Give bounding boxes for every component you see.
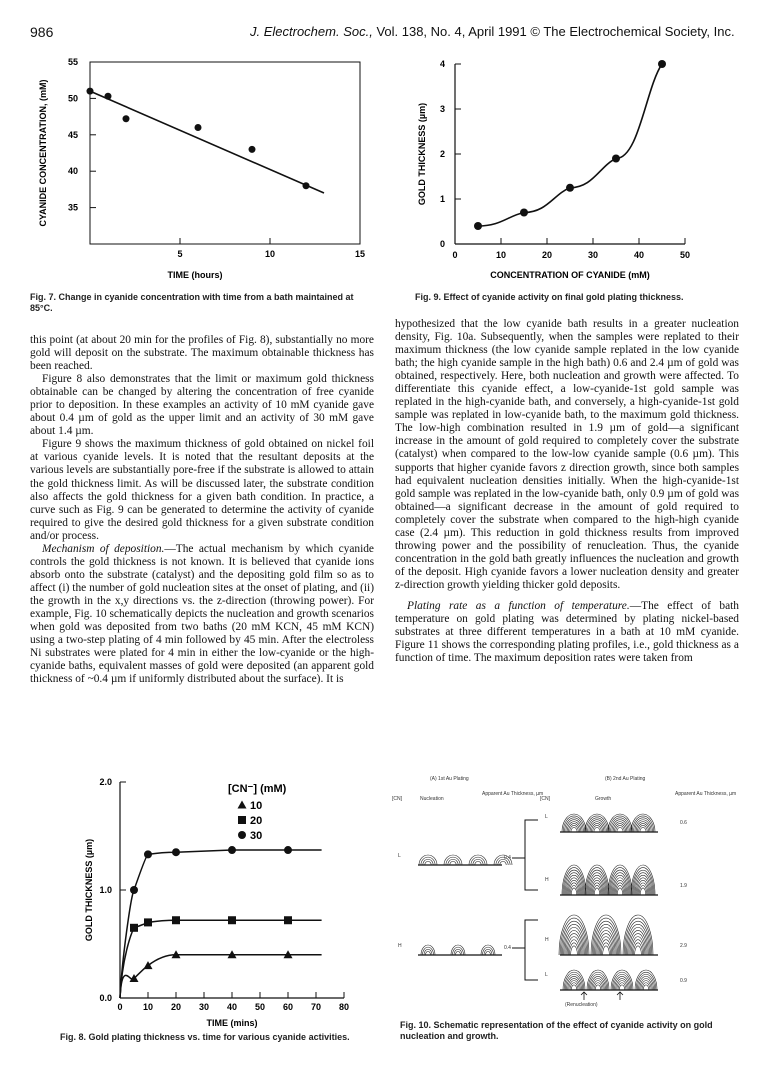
fig9-data-point [658,60,666,68]
fig10-grain [617,981,627,990]
section-text: —The actual mechanism by which cyanide controls the gold thickness is not known. It is believed that cyanide ions absorb onto the substrate (catalyst) and the depositing gold film so as to affect (i) the number of gold nucleation sites at the onset of plating, and (ii) the growth in the x,y directions vs. the z-direction (throwing power). For example, Fig. 10 schematically depicts the nucleation and growth scenarios when gold was deposited from two baths (20 mM KCN, 45 mM KCN) using a two-step plating of 4 min followed by 45 min. After the electroless Ni substrates were plated for 4 min in either the low-cyanide or the high-cyanide baths, equivalent masses of gold were deposited (an apparent gold thickness of ~0.4 µm if uniformly distributed about the surface). It is [30,542,374,686]
fig10-grain [603,946,610,955]
fig7-caption: Fig. 7. Change in cyanide concentration with time from a bath maintained at 85°C. [30,292,354,313]
fig10-grain [594,888,600,895]
fig10-row-cn: L [398,853,401,859]
fig10-grain [571,888,577,895]
fig10-grain [635,946,642,955]
fig9-y-tick-label: 2 [439,149,445,159]
fig8-y-tick-label: 2.0 [99,777,112,787]
fig8-data-point [144,918,152,926]
fig10-grain [617,827,623,832]
fig8-data-point [130,924,138,932]
fig7-x-tick-label: 15 [354,249,366,259]
fig8-data-point [144,961,153,969]
fig10-grain [619,985,625,990]
fig10-row-thickness: 2.9 [680,943,687,949]
fig10-row-thickness: 0.9 [680,978,687,984]
fig8-data-point [284,846,292,854]
fig10-grain [590,822,604,832]
fig8-legend-label: 20 [250,815,263,827]
fig10-grain [568,979,581,990]
fig10-grain [568,940,579,955]
fig8-data-point [284,916,292,924]
fig8-legend-label: 10 [250,800,263,812]
fig10-nucleus [454,949,462,955]
fig10-grain [571,985,577,990]
fig8-x-tick-label: 10 [142,1002,154,1012]
fig9-x-tick-label: 50 [679,250,691,260]
fig9-x-tick-label: 30 [587,250,599,260]
fig8-data-point [172,848,180,856]
fig10-schematic [390,770,740,1010]
fig7-data-point [123,115,130,122]
body-paragraph: Figure 8 also demonstrates that the limit or maximum gold thickness obtainable can be changed by altering the concentration of free cyanide prior to deposition. In these examples an activity of 10 mM cyanide gave about 0.4 µm of gold as the upper limit and an activity of 30 mM gave about 1.4 µm. [30,373,374,438]
fig10-col-growth: Growth [595,796,612,802]
fig10-grain [591,824,602,832]
body-left-column [30,334,374,686]
fig9-y-tick-label: 3 [439,104,445,114]
fig10-connector [512,820,538,890]
fig8-legend-marker [238,831,246,839]
fig10-grain [569,981,579,990]
fig10-nucleus [419,855,437,865]
fig10-row-cn: L [545,814,548,820]
fig7-y-tick-label: 45 [67,129,78,140]
fig8-legend-marker [238,801,247,809]
body-paragraph [395,600,739,665]
fig8-series-line [120,955,322,998]
fig10-grain [562,814,586,832]
fig9-caption: Fig. 9. Effect of cyanide activity on final gold plating thickness. [415,292,684,302]
fig10-nucleus [451,945,465,955]
fig10-col-cn-b: [CN] [540,796,550,802]
fig10-grain [592,883,602,895]
fig7-y-tick-label: 50 [67,93,78,104]
body-right-column [395,318,739,665]
fig10-row-thickness: 0.4 [504,945,511,951]
fig7-chart [30,52,370,290]
section-heading: Plating rate as a function of temperature. [407,599,630,612]
fig10-grain [567,822,581,832]
fig8-x-tick-label: 70 [310,1002,322,1012]
fig10-grain [585,814,609,832]
fig8-x-tick-label: 0 [117,1002,123,1012]
fig8-x-tick-label: 30 [198,1002,210,1012]
fig10-title-a: (A) 1st Au Plating [430,776,469,782]
fig8-caption: Fig. 8. Gold plating thickness vs. time for various cyanide activities. [60,1032,350,1042]
fig8-series-line [120,920,322,998]
fig10-nucleus [448,859,458,865]
fig8-data-point [228,846,236,854]
fig9-data-point [520,209,528,217]
fig10-grain [569,883,579,895]
fig10-grain [563,970,585,990]
fig10-row-cn: H [545,937,549,943]
fig8-legend-marker [238,816,246,824]
fig8-y-tick-label: 1.0 [99,885,112,895]
fig9-y-tick-label: 1 [439,194,445,204]
fig10-grain [608,814,632,832]
fig9-x-tick-label: 10 [495,250,507,260]
fig10-nucleus [473,859,483,865]
fig10-caption: Fig. 10. Schematic representation of the effect of cyanide activity on gold nucleation and growth. [400,1020,713,1041]
fig7-data-point [303,182,310,189]
fig10-grain [643,985,649,990]
fig10-renucleation-arrows [581,992,623,1000]
fig10-grain [632,940,643,955]
fig10-col-apparent-b: Apparent Au Thickness, µm [675,791,737,797]
fig10-col-apparent-a: Apparent Au Thickness, µm [482,791,544,797]
fig10-grain [613,822,627,832]
fig10-grain [592,979,605,991]
fig10-grain [638,883,648,895]
fig10-row-cn: H [545,877,549,883]
fig7-y-tick-label: 40 [67,166,78,177]
fig10-grain [636,822,650,832]
fig10-nucleus [469,855,487,865]
fig10-grain [593,981,603,990]
fig10-row-cn: H [398,943,402,949]
fig7-y-axis-title: CYANIDE CONCENTRATION, (mM) [38,79,48,227]
body-paragraph: this point (at about 20 min for the profiles of Fig. 8), substantially no more gold will deposit on the substrate. The maximum obtainable thickness has been reached. [30,334,374,373]
fig10-col-cn-a: [CN] [392,796,402,802]
fig10-row-thickness: 0.6 [680,820,687,826]
fig10-grain [611,970,633,990]
fig7-x-tick-label: 5 [177,249,183,259]
fig7-y-tick-label: 55 [67,57,78,67]
fig10-grain [616,979,629,990]
fig10-row-thickness: 0.4 [504,855,511,861]
journal-header [250,24,735,39]
journal-issue: Vol. 138, No. 4, April 1991 © The Electrochemical Society, Inc. [372,24,735,39]
fig8-x-tick-label: 80 [338,1002,350,1012]
fig8-chart [60,770,360,1030]
fig7-data-point [105,93,112,100]
fig8-y-axis-title: GOLD THICKNESS (µm) [84,838,94,942]
fig7-data-point [87,88,94,95]
page-number: 986 [30,24,54,40]
fig10-col-nucleation: Nucleation [420,796,444,802]
fig10-grain [587,970,609,990]
fig9-y-axis-title: GOLD THICKNESS (µm) [417,102,427,206]
fig10-grain [600,940,611,955]
fig10-grain [641,981,651,990]
fig10-grain [568,824,579,832]
body-paragraph: hypothesized that the low cyanide bath results in a greater nucleation density, Fig. 10a. Subsequently, when the samples were replated to their maximum thickness (the low cyanide sample replated in the low cyanide bath; the high cyanide sample in the high bath) 0.6 and 2.4 µm of gold was obtained, respectively. Here, both nucleation and growth were affected. To differentiate this cyanide effect, a low-cyanide-1st gold sample was replated in the high-cyanide bath, and conversely, a high-cyanide-1st gold sample was replated in low-cyanide bath, to the maximum gold thickness. The low-high combination resulted in 1.9 µm of gold—a significant increase in the amount of gold required to completely cover the substrate (catalyst) when compared to the low-low cyanide sample (0.6 µm). This supports that higher cyanide favors z direction growth, since both samples had equivalent nucleation densities initially. When the high-cyanide-1st gold sample was replated in the low-cyanide bath, only 0.9 µm of gold was obtained—a significant decrease in the amount of gold required to completely cover the substrate when compared to the high-high cyanide case (2.4 µm). This reduction in gold thickness results from improved throwing power and the possibility of renucleation. Thus, the cyanide concentration in the gold bath greatly influences the nucleation and growth of the deposit. High cyanide favors a lower nucleation density and greater z-direction growth yielding thicker gold deposits. [395,318,739,591]
fig7-y-tick-label: 35 [67,202,78,213]
fig8-x-axis-title: TIME (mins) [206,1018,258,1028]
fig7-x-tick-label: 10 [264,249,276,259]
fig8-legend-label: 30 [250,830,263,842]
fig10-nucleus [424,949,432,955]
fig10-grain [631,814,655,832]
fig10-nucleus [484,949,492,955]
fig9-x-tick-label: 40 [633,250,645,260]
fig9-x-tick-label: 20 [541,250,553,260]
fig8-data-point [144,850,152,858]
fig8-x-tick-label: 50 [254,1002,266,1012]
fig9-data-point [612,155,620,163]
fig8-y-tick-label: 0.0 [99,993,112,1003]
fig10-grain [637,824,648,832]
fig10-nucleus [444,855,462,865]
fig10-grain [595,985,601,990]
fig9-x-tick-label: 0 [452,250,458,260]
fig10-grain [640,827,646,832]
fig10-connector [512,920,538,980]
fig10-grain [635,970,657,990]
fig10-grain [615,883,625,895]
fig8-x-tick-label: 20 [170,1002,182,1012]
body-paragraph: Figure 9 shows the maximum thickness of gold obtained on nickel foil at various cyanide levels. It is noted that the resultant deposits at the various levels are substantially pore-free if the substrate is allowed to attain the gold thickness limit. As will be discussed later, the substrate condition also affects the gold thickness for a given bath condition. In practice, a curve such as Fig. 9 can be generated to determine the activity of cyanide required to give the desired gold thickness for a given substrate condition and/or process. [30,438,374,542]
body-paragraph [30,543,374,687]
fig9-data-point [474,222,482,230]
fig10-row-thickness: 1.9 [680,883,687,889]
fig7-x-axis-title: TIME (hours) [167,270,223,280]
fig8-data-point [172,916,180,924]
fig10-nucleus [423,859,433,865]
fig10-grain [614,824,625,832]
fig7-data-point [195,124,202,131]
fig8-legend-title: [CN⁻] (mM) [228,783,287,795]
fig9-chart [395,52,740,290]
section-heading: Mechanism of deposition. [42,542,165,555]
fig7-frame [90,62,360,244]
fig10-grain [617,888,623,895]
fig10-grain [571,827,577,832]
fig9-curve [478,64,662,226]
fig9-y-tick-label: 0 [439,239,445,249]
fig10-nucleus [481,945,495,955]
journal-name: J. Electrochem. Soc., [250,24,373,39]
fig10-grain [594,827,600,832]
fig10-grain [640,979,653,991]
fig10-row-cn: L [545,972,548,978]
section-text: —The effect of bath temperature on gold plating was determined by plating nickel-based substrates at three different temperatures in a bath at 10 mM cyanide. Figure 11 shows the corresponding plating profiles, i.e., gold thickness as a function of time. The maximum deposition rates were taken from [395,599,739,665]
fig9-data-point [566,184,574,192]
fig10-grain [571,946,578,955]
fig8-data-point [228,916,236,924]
fig7-data-point [249,146,256,153]
fig10-grain [640,888,646,895]
fig8-data-point [130,886,138,894]
fig7-fit-line [90,91,324,193]
fig10-renucleation: (Renucleation) [565,1002,598,1008]
fig10-nucleus [421,945,435,955]
fig8-x-tick-label: 40 [226,1002,238,1012]
fig9-x-axis-title: CONCENTRATION OF CYANIDE (mM) [490,270,650,280]
fig10-title-b: (B) 2nd Au Plating [605,776,646,782]
fig9-y-tick-label: 4 [439,59,445,69]
fig8-x-tick-label: 60 [282,1002,294,1012]
